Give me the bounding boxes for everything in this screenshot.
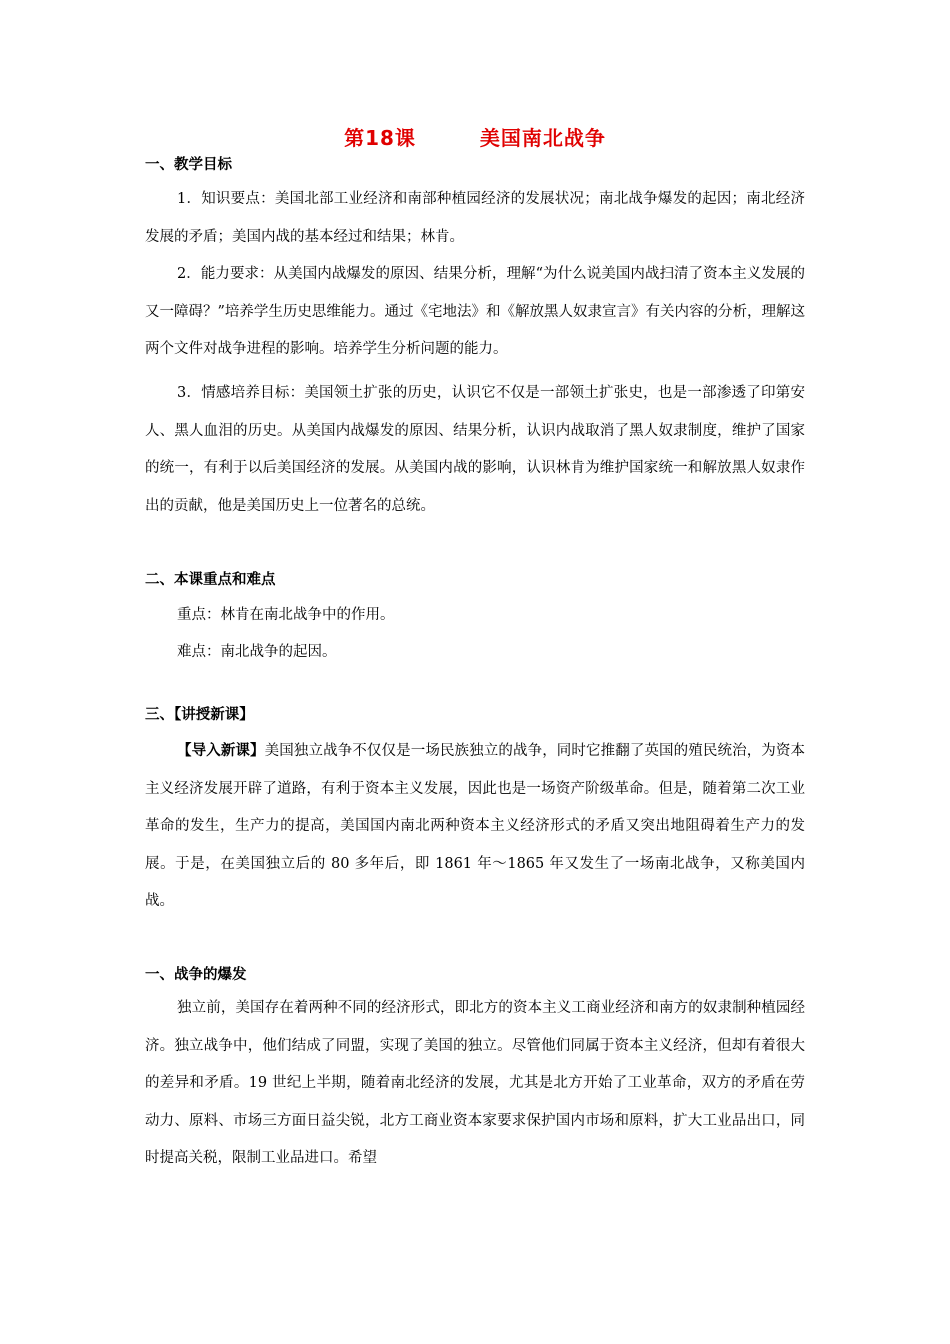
- focus-key-point: 重点：林肯在南北战争中的作用。: [177, 607, 395, 623]
- lesson-number: 第18课: [344, 126, 416, 150]
- intro-text: 美国独立战争不仅仅是一场民族独立的战争，同时它推翻了英国的殖民统治，为资本主义经济发展开辟了道路，有利于资本主义发展，因此也是一场资产阶级革命。但是，随着第二次工业革命的发生，生产力的提高，美国国内南北两种资本主义经济形式的矛盾又突出地阻碍着生产力的发展。于是，在美国独立后的 80 多年后，即 1861 年～1865 年又发生了一场南北战争，又称美国内战。: [145, 743, 806, 909]
- goals-heading: 一、教学目标: [145, 157, 232, 173]
- lecture-heading: 三、【讲授新课】: [145, 707, 254, 723]
- goals-item-knowledge: 1．知识要点：美国北部工业经济和南部种植园经济的发展状况；南北战争爆发的起因；南北经济发展的矛盾；美国内战的基本经过和结果；林肯。: [145, 191, 805, 245]
- outbreak-heading: 一、战争的爆发: [145, 967, 247, 983]
- goals-item-emotion: 3．情感培养目标：美国领土扩张的历史，认识它不仅是一部领土扩张史，也是一部渗透了印第安人、黑人血泪的历史。从美国内战爆发的原因、结果分析，认识内战取消了黑人奴隶制度，维护了国家的统一，有利于以后美国经济的发展。从美国内战的影响，认识林肯为维护国家统一和解放黑人奴隶作出的贡献，他是美国历史上一位著名的总统。: [145, 385, 805, 514]
- lesson-title: [0, 122, 950, 151]
- focus-heading: 二、本课重点和难点: [145, 572, 276, 588]
- lecture-intro-paragraph: [145, 733, 805, 921]
- outbreak-paragraph: 独立前，美国存在着两种不同的经济形式，即北方的资本主义工商业经济和南方的奴隶制种植园经济。独立战争中，他们结成了同盟，实现了美国的独立。尽管他们同属于资本主义经济，但却有着很大的差异和矛盾。19 世纪上半期，随着南北经济的发展，尤其是北方开始了工业革命，双方的矛盾在劳动力、原料、市场三方面日益尖锐，北方工商业资本家要求保护国内市场和原料，扩大工业品出口，同时提高关税，限制工业品进口。希望: [145, 1000, 805, 1166]
- goals-item-ability: 2．能力要求：从美国内战爆发的原因、结果分析，理解“为什么说美国内战扫清了资本主义发展的又一障碍？”培养学生历史思维能力。通过《宅地法》和《解放黑人奴隶宣言》有关内容的分析，理解这两个文件对战争进程的影响。培养学生分析问题的能力。: [145, 266, 805, 357]
- lesson-topic: 美国南北战争: [479, 126, 606, 150]
- intro-label: 【导入新课】: [177, 743, 265, 759]
- focus-difficult-point: 难点：南北战争的起因。: [177, 644, 337, 660]
